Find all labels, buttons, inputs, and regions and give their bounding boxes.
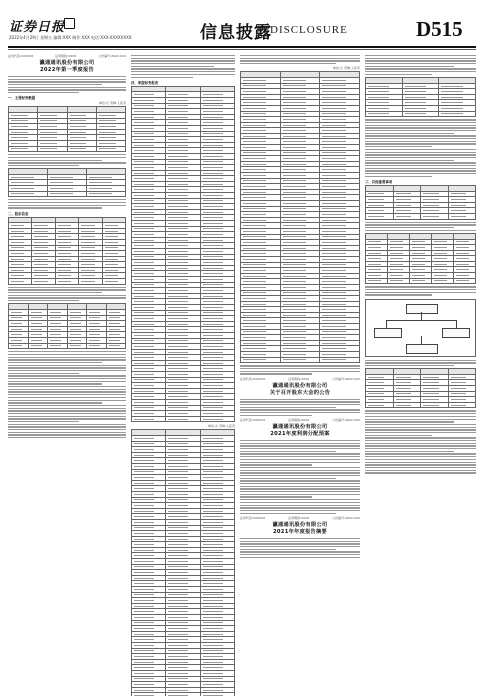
announcement-header xyxy=(240,377,360,396)
document-title: 2021年年度报告摘要 xyxy=(272,528,328,535)
diagram-connector xyxy=(421,312,422,320)
diagram-connector xyxy=(421,336,422,344)
stock-code: 证券代码:XXXXXX xyxy=(240,376,266,381)
financial-table xyxy=(8,106,126,152)
data-table xyxy=(365,368,476,408)
company-name: 瀛通通讯股份有限公司 xyxy=(272,424,328,431)
section-title-en: DISCLOSURE xyxy=(270,24,348,36)
logo-seal-icon xyxy=(64,18,75,29)
body-text xyxy=(8,76,126,93)
unit-caption: 单位:元 币种:人民币 xyxy=(99,101,126,106)
section-heading: 三、其他重要事项 xyxy=(365,180,393,184)
stock-code: 证券代码:XXXXXX xyxy=(8,54,34,58)
section-title: 信息披露 xyxy=(200,23,272,43)
body-text xyxy=(8,199,126,208)
masthead xyxy=(0,0,484,46)
data-table xyxy=(365,185,476,220)
body-text xyxy=(240,538,360,558)
body-text xyxy=(365,55,476,75)
body-text xyxy=(8,287,126,302)
body-text xyxy=(131,55,235,78)
unit-caption: 单位:元 币种:人民币 xyxy=(333,66,360,71)
stock-short-name: 证券简称:XXXX xyxy=(288,418,310,423)
body-text xyxy=(240,440,360,514)
diagram-box xyxy=(406,304,438,314)
announcement-header xyxy=(240,516,360,535)
diagram-box xyxy=(374,328,402,338)
data-table xyxy=(365,77,476,117)
cash-flow-table xyxy=(240,71,360,363)
section-heading: 四、季度财务报表 xyxy=(131,80,159,85)
body-text xyxy=(240,365,360,374)
body-text xyxy=(365,360,476,367)
shareholder-table xyxy=(8,217,126,285)
data-table xyxy=(8,303,126,349)
body-text xyxy=(365,222,476,231)
stock-short-name: 证券简称:XXXX xyxy=(288,376,310,381)
announcement-meta xyxy=(240,418,360,422)
document-title: 2022年第一季度报告 xyxy=(39,67,95,73)
announcement-meta xyxy=(240,377,360,381)
body-text xyxy=(240,55,360,64)
masthead-date-line: 2022年4月29日 星期五 编辑:XXX 制作:XXX 电话:XXX-XXXXXXXX xyxy=(9,35,132,40)
document-title: 2021年度利润分配预案 xyxy=(270,431,330,438)
body-text xyxy=(240,399,360,416)
announcement-meta xyxy=(8,54,126,58)
announcement-meta xyxy=(240,516,360,520)
document-title: 关于召开股东大会的公告 xyxy=(269,389,331,396)
balance-sheet-table xyxy=(131,86,235,423)
income-statement-table xyxy=(131,429,235,696)
announcement-number: 公告编号:2022-XXX xyxy=(332,515,360,520)
company-name: 瀛通通讯股份有限公司 xyxy=(272,382,328,389)
announcement-header xyxy=(240,418,360,437)
masthead-rule-thin xyxy=(8,49,476,50)
column-4 xyxy=(365,53,476,696)
column-2 xyxy=(131,53,235,696)
page-number: D515 xyxy=(416,17,463,41)
data-table xyxy=(365,233,476,284)
diagram-connector xyxy=(386,320,456,321)
company-name: 瀛通通讯股份有限公司 xyxy=(272,521,328,528)
stock-code: 证券代码:XXXXXX xyxy=(240,515,266,520)
company-name: 瀛通通讯股份有限公司 xyxy=(39,60,95,66)
ownership-structure-diagram xyxy=(365,299,476,357)
column-3 xyxy=(240,53,360,696)
diagram-connector xyxy=(456,320,457,328)
body-text xyxy=(365,119,476,177)
body-text xyxy=(365,410,476,473)
diagram-connector xyxy=(386,320,387,328)
body-text xyxy=(8,351,126,438)
body-text xyxy=(8,154,126,166)
announcement-number: 公告编号:2022-XXX xyxy=(332,376,360,381)
stock-code: 证券代码:XXXXXX xyxy=(240,418,266,423)
column-1 xyxy=(8,53,126,696)
data-table xyxy=(8,168,126,197)
announcement-header xyxy=(8,54,126,73)
announcement-number: 公告编号:2022-XXX xyxy=(98,54,126,58)
unit-caption: 单位:元 币种:人民币 xyxy=(208,424,235,429)
section-heading: 二、股东信息 xyxy=(8,211,29,216)
newspaper-logo: 证券日报 xyxy=(9,20,66,35)
section-heading: 一、主要财务数据 xyxy=(8,96,36,101)
stock-short-name: 证券简称:XXXX xyxy=(55,54,77,58)
body-text xyxy=(365,286,476,295)
diagram-box xyxy=(406,344,438,354)
masthead-rule xyxy=(8,46,476,48)
announcement-number: 公告编号:2022-XXX xyxy=(332,418,360,423)
stock-short-name: 证券简称:XXXX xyxy=(288,515,310,520)
diagram-box xyxy=(442,328,470,338)
